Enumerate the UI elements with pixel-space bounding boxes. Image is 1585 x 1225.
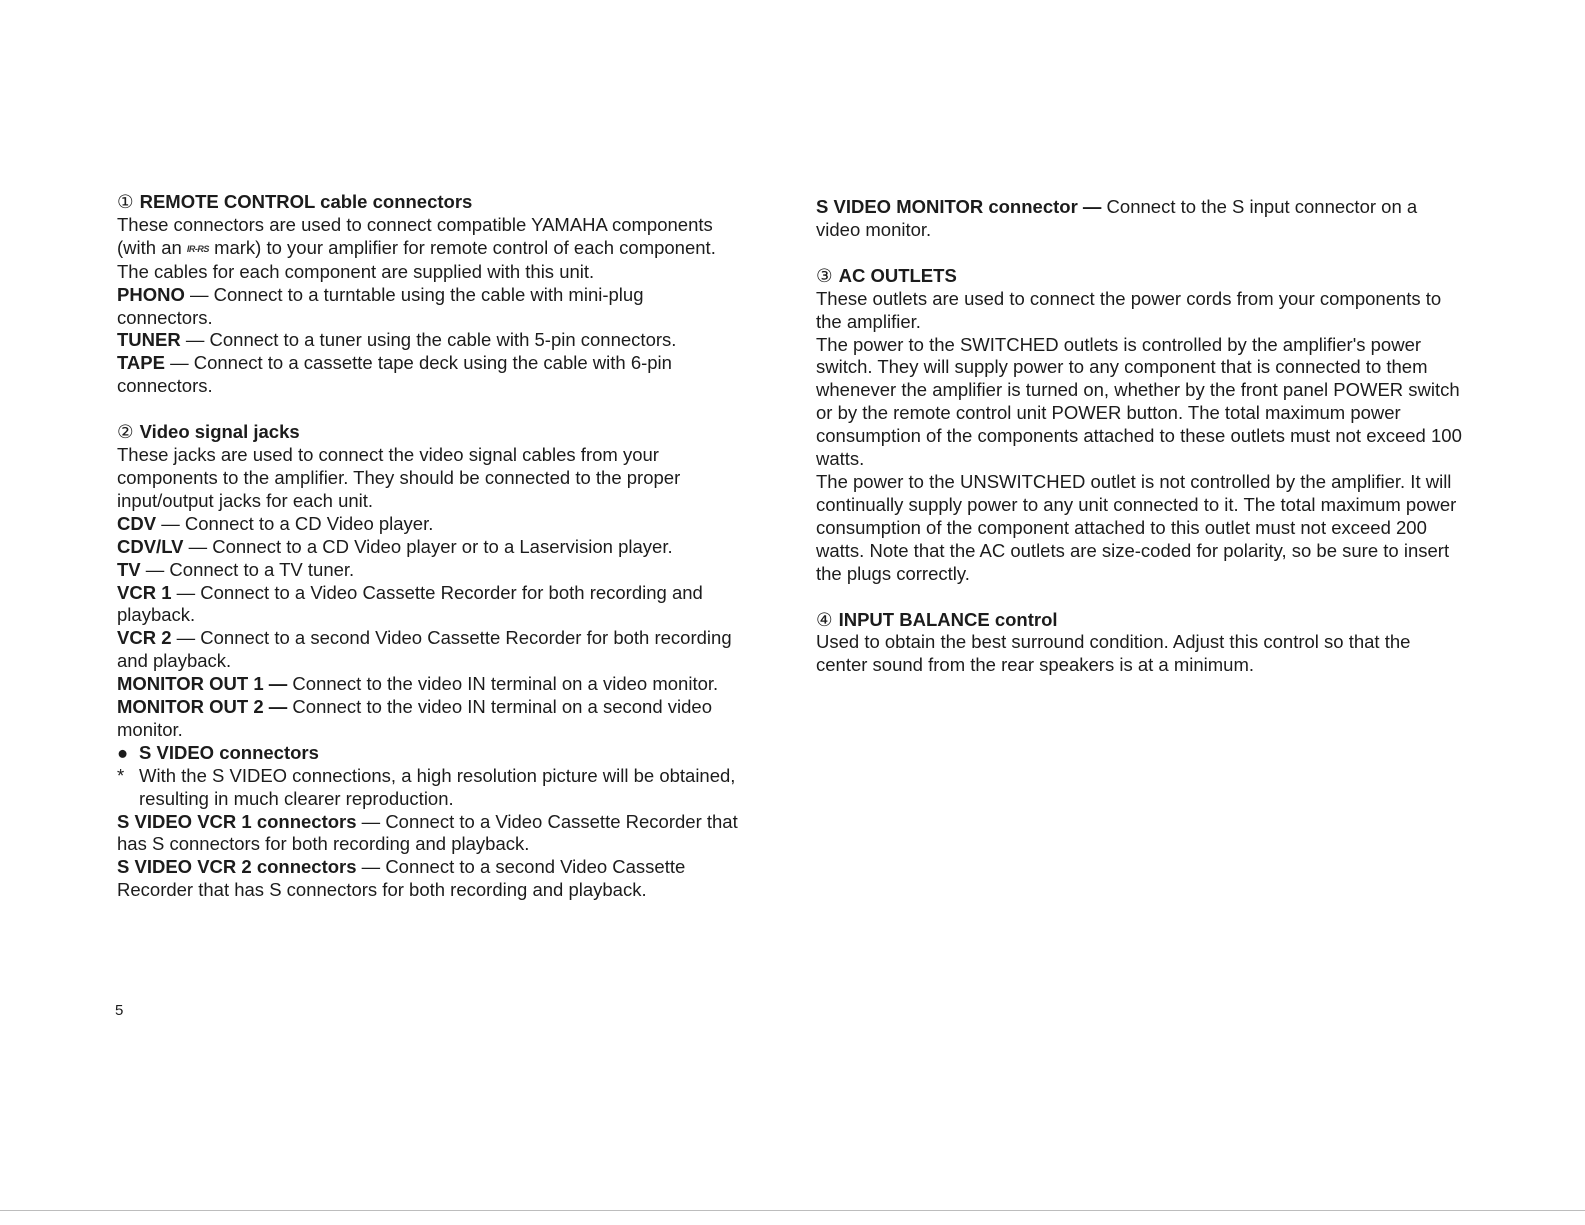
vcr2-item: VCR 2 — Connect to a second Video Cassette Recorder for both recording and playback. [117,627,732,672]
vcr1-item: VCR 1 — Connect to a Video Cassette Recorder for both recording and playback. [117,581,703,626]
s-video-heading: ● S VIDEO connectors [117,741,319,763]
tv-item: TV — Connect to a TV tuner. [117,558,355,580]
bullet-icon: ● [117,741,129,763]
ac-outlets-para-2: The power to the SWITCHED outlets is controlled by the amplifier's power switch. They will supply power to any component that is connected to them whenever the amplifier is turned on, whether by the front panel POWER switch or by the remote control unit POWER button. The total maximum power consumption of the components attached to these outlets must not exceed 100 watts. [816,333,1462,470]
s-video-note: * With the S VIDEO connections, a high resolution picture will be obtained, resulting in much clearer reproduction. [117,764,736,809]
ac-outlets-para-1: These outlets are used to connect the power cords from your components to the amplifier. [816,287,1442,332]
asterisk-icon: * [117,764,125,786]
section-number-4: ④ [816,608,833,630]
monitor-out2-item: MONITOR OUT 2 — Connect to the video IN terminal on a second video monitor. [117,696,713,740]
right-column [816,196,1464,677]
tuner-item: TUNER — Connect to a tuner using the cable with 5-pin connectors. [117,329,677,351]
video-jacks-section [117,421,739,902]
ac-outlets-heading: ③ AC OUTLETS [816,264,957,286]
s-video-monitor-item: S VIDEO MONITOR connector — Connect to the S input connector on a video monitor. [816,196,1418,240]
input-balance-section [816,609,1464,678]
input-balance-heading: ④ INPUT BALANCE control [816,608,1058,630]
s-video-vcr1-item: S VIDEO VCR 1 connectors — Connect to a Video Cassette Recorder that has S connectors for both recording and playback. [117,810,738,855]
page-number: 5 [115,1002,124,1019]
monitor-out1-item: MONITOR OUT 1 — Connect to the video IN terminal on a video monitor. [117,673,719,695]
cdv-item: CDV — Connect to a CD Video player. [117,512,434,534]
video-jacks-heading: ② Video signal jacks [117,421,300,443]
section-number-3: ③ [816,264,833,286]
section-number-2: ② [117,421,134,443]
ac-outlets-section [816,265,1464,586]
remote-control-heading: ① REMOTE CONTROL cable connectors [117,191,473,212]
tape-item: TAPE — Connect to a cassette tape deck using the cable with 6-pin connectors. [117,352,672,397]
video-jacks-intro: These jacks are used to connect the video signal cables from your components to the amplifier. They should be connected to the proper input/output jacks for each unit. [117,444,681,511]
ac-outlets-para-3: The power to the UNSWITCHED outlet is not controlled by the amplifier. It will continually supply power to any unit connected to it. The total maximum power consumption of the component attached to this outlet must not exceed 200 watts. Note that the AC outlets are size-coded for polarity, so be sure to insert the plugs correctly. [816,470,1457,584]
remote-control-intro: These connectors are used to connect compatible YAMAHA components (with an IR-RS mark) to your amplifier for remote control of each component. The cables for each component are supplied with this unit. [117,213,716,282]
phono-item: PHONO — Connect to a turntable using the cable with mini-plug connectors. [117,283,644,328]
s-video-vcr2-item: S VIDEO VCR 2 connectors — Connect to a second Video Cassette Recorder that has S connectors for both recording and playback. [117,856,686,901]
ir-remote-mark-icon: IR-RS [186,243,209,254]
input-balance-text: Used to obtain the best surround condition. Adjust this control so that the center sound from the rear speakers is at a minimum. [816,631,1411,676]
cdv-lv-item: CDV/LV — Connect to a CD Video player or to a Laservision player. [117,535,673,557]
left-column [117,191,739,902]
remote-control-section [117,191,739,398]
section-number-1: ① [117,191,134,212]
bottom-divider [0,1210,1585,1211]
